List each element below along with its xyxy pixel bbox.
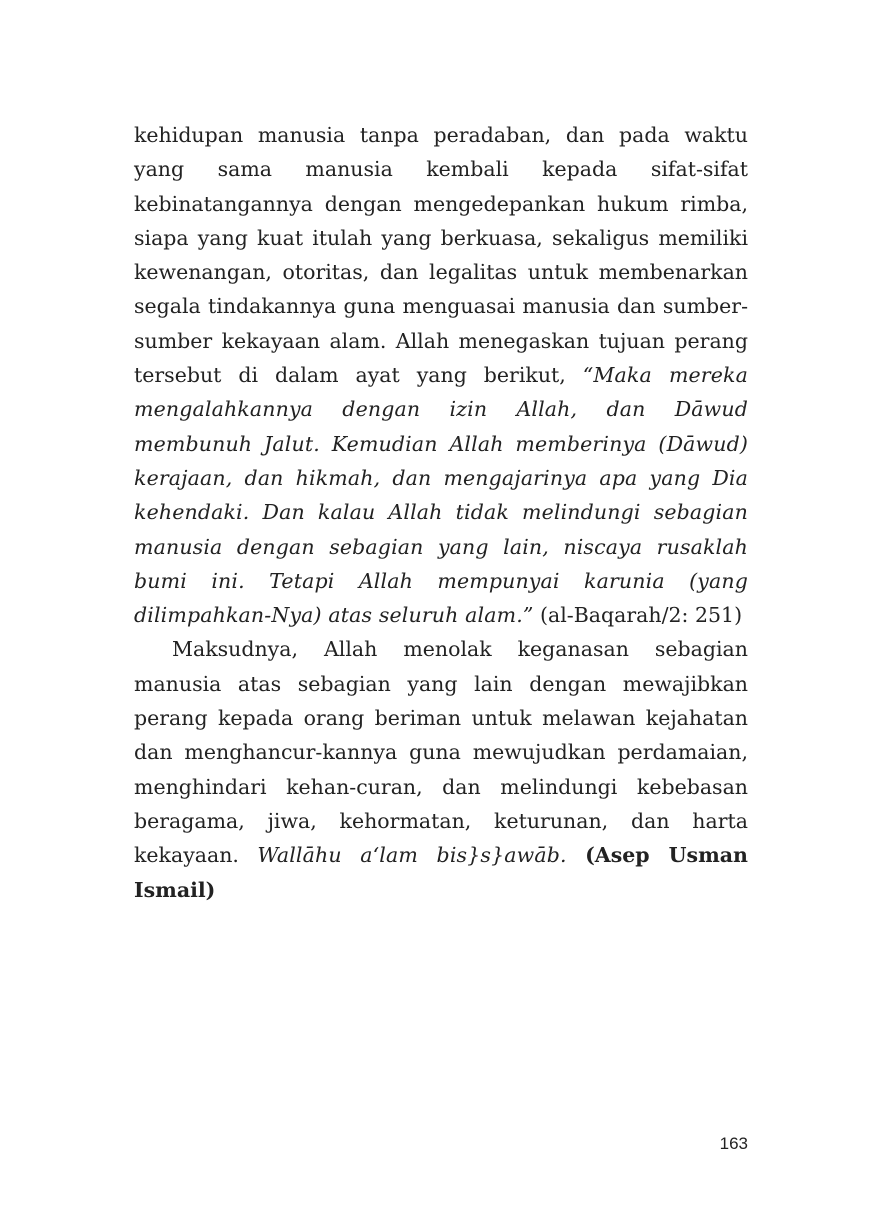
page-number: 163 [719, 1134, 748, 1153]
closing-phrase: Wallāhu a‘lam bis}s}awāb. [257, 843, 567, 868]
author-credit: (Asep Usman Ismail) [134, 843, 748, 902]
paragraph-2-text: Maksudnya, Allah menolak keganasan sebagian manusia atas sebagian yang lain dengan mewajibkan perang kepada orang beriman untuk melawan kejahatan dan menghancur-kannya guna mewujudkan perdamaian, menghindari kehan-curan, dan melindungi kebebasan beragama, jiwa, kehormatan, keturunan, dan harta kekayaan. [134, 637, 748, 868]
paragraph-2 [134, 632, 748, 906]
paragraph-1-text: kehidupan manusia tanpa peradaban, dan pada waktu yang sama manusia kembali kepada sifat-sifat kebinatangannya dengan mengedepankan hukum rimba, siapa yang kuat itulah yang berkuasa, sekaligus memiliki kewenangan, otoritas, dan legalitas untuk membenarkan segala tindakannya guna menguasai manusia dan sumber-sumber kekayaan alam. Allah menegaskan tujuan perang tersebut di dalam ayat yang berikut, [134, 123, 748, 388]
body-text [134, 118, 748, 907]
quran-quote: “Maka mereka mengalahkannya dengan izin Allah, dan Dāwud membunuh Jalut. Kemudian Allah memberinya (Dāwud) kerajaan, dan hikmah, dan mengajarinya apa yang Dia kehendaki. Dan kalau Allah tidak melindungi sebagian manusia dengan sebagian yang lain, niscaya rusaklah bumi ini. Tetapi Allah mempunyai karunia (yang dilimpahkan-Nya) atas seluruh alam.” [134, 363, 748, 628]
quote-citation: (al-Baqarah/2: 251) [540, 603, 743, 628]
paragraph-1 [134, 118, 748, 632]
